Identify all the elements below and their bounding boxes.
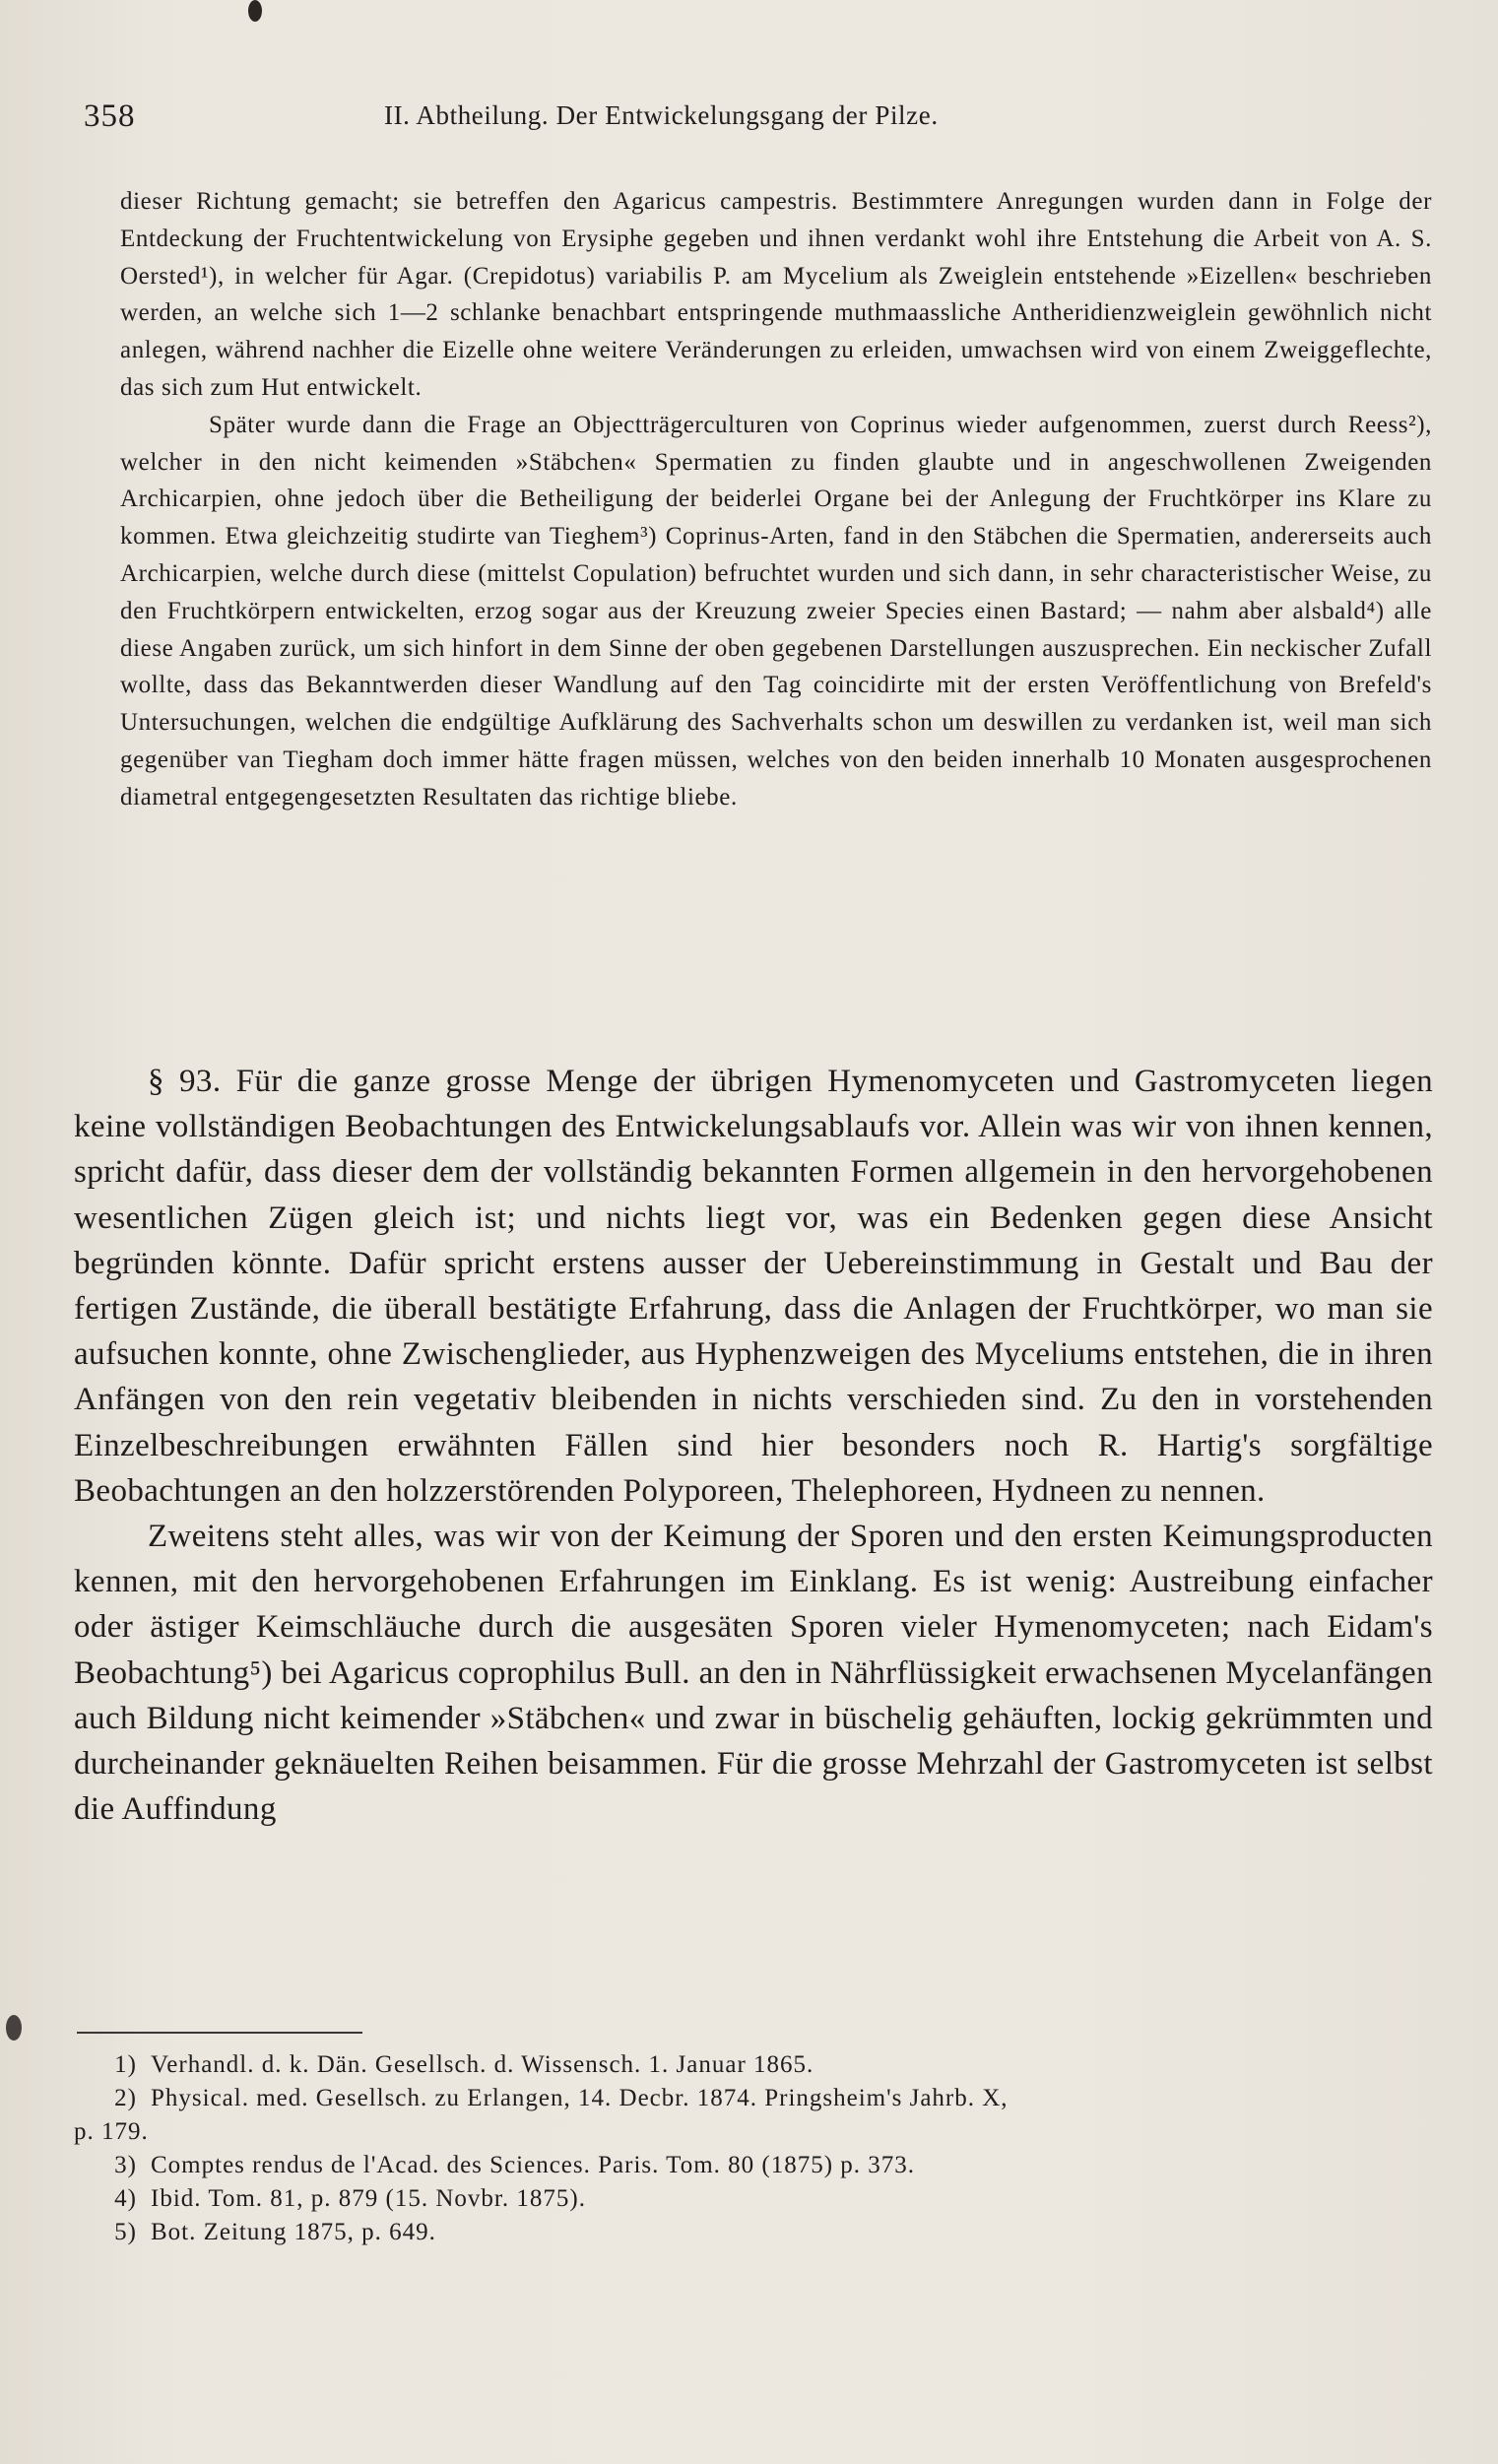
footnote-mark: 1) — [114, 2051, 137, 2078]
page-header — [84, 98, 1443, 138]
footnote-mark: 2) — [114, 2085, 137, 2111]
small-print-section — [120, 183, 1432, 816]
footnote-rule — [77, 2032, 362, 2034]
footnote — [74, 2216, 1354, 2249]
paragraph: Später wurde dann die Frage an Objectträgerculturen von Coprinus wieder aufgenommen, zuerst durch Reess²), welcher in den nicht keimenden »Stäbchen« Spermatien zu finden glaubte und in angeschwollenen Zweigenden Archicarpien, ohne jedoch über die Betheiligung der beiderlei Organe bei der Anlegung der Fruchtkörper ins Klare zu kommen. Etwa gleichzeitig studirte van Tieghem³) Coprinus-Arten, fand in den Stäbchen die Spermatien, andererseits auch Archicarpien, welche durch diese (mittelst Copulation) befruchtet wurden und sich dann, in sehr characteristischer Weise, zu den Fruchtkörpern entwickelten, erzog sogar aus der Kreuzung zweier Species einen Bastard; — nahm aber alsbald⁴) alle diese Angaben zurück, um sich hinfort in dem Sinne der oben gegebenen Darstellungen auszusprechen. Ein neckischer Zufall wollte, dass das Bekanntwerden dieser Wandlung auf den Tag coincidirte mit der ersten Veröffentlichung von Brefeld's Untersuchungen, welchen die endgültige Aufklärung des Sachverhalts schon um deswillen zu verdanken ist, weil man sich gegenüber van Tiegham doch immer hätte fragen müssen, welches von den beiden innerhalb 10 Monaten ausgesprochenen diametral entgegengesetzten Resultaten das richtige bliebe. — [120, 411, 1432, 811]
main-text-section — [74, 1059, 1433, 1832]
page-number: 358 — [84, 98, 136, 134]
footnote-mark: 3) — [114, 2152, 137, 2178]
footnote-mark: 4) — [114, 2185, 137, 2212]
footnote — [74, 2149, 1354, 2182]
footnote-text: Bot. Zeitung 1875, p. 649. — [151, 2219, 436, 2245]
ink-spot — [6, 2015, 22, 2041]
footnote-text: Ibid. Tom. 81, p. 879 (15. Novbr. 1875). — [151, 2185, 586, 2212]
paragraph: dieser Richtung gemacht; sie betreffen den Agaricus campestris. Bestimmtere Anregungen wurden dann in Folge der Entdeckung der Fruchtentwickelung von Erysiphe gegeben und ihnen verdankt wohl ihre Entstehung die Arbeit von A. S. Oersted¹), in welcher für Agar. (Crepidotus) variabilis P. am Mycelium als Zweiglein entstehende »Eizellen« beschrieben werden, an welche sich 1—2 schlanke benachbart entspringende muthmaassliche Antheridienzweiglein gewöhnlich nicht anlegen, während nachher die Eizelle ohne weitere Veränderungen zu erleiden, umwachsen wird von einem Zweiggeflechte, das sich zum Hut entwickelt. — [120, 188, 1432, 401]
running-head: II. Abtheilung. Der Entwickelungsgang der Pilze. — [384, 100, 939, 130]
footnotes — [74, 2048, 1354, 2249]
paragraph-section-93: § 93. Für die ganze grosse Menge der übrigen Hymenomyceten und Gastromyceten liegen keine vollständigen Beobachtungen des Entwickelungsablaufs vor. Allein was wir von ihnen kennen, spricht dafür, dass dieser dem der vollständig bekannten Formen allgemein in den hervorgehobenen wesentlichen Zügen gleich ist; und nichts liegt vor, was ein Bedenken gegen diese Ansicht begründen könnte. Dafür spricht erstens ausser der Uebereinstimmung in Gestalt und Bau der fertigen Zustände, die überall bestätigte Erfahrung, dass die Anlagen der Fruchtkörper, wo man sie aufsuchen konnte, ohne Zwischenglieder, aus Hyphenzweigen des Myceliums entstehen, die in ihren Anfängen von den rein vegetativ bleibenden in nichts verschieden sind. Zu den in vorstehenden Einzelbeschreibungen erwähnten Fällen sind hier besonders noch R. Hartig's sorgfältige Beobachtungen an den holzzerstörenden Polyporeen, Thelephoreen, Hydneen zu nennen. — [74, 1064, 1433, 1509]
footnote-mark: 5) — [114, 2219, 137, 2245]
paragraph: Zweitens steht alles, was wir von der Keimung der Sporen und den ersten Keimungsproducten kennen, mit den hervorgehobenen Erfahrungen im Einklang. Es ist wenig: Austreibung einfacher oder ästiger Keimschläuche durch die ausgesäten Sporen vieler Hymenomyceten; nach Eidam's Beobachtung⁵) bei Agaricus coprophilus Bull. an den in Nährflüssigkeit erwachsenen Mycelanfängen auch Bildung nicht keimender »Stäbchen« und zwar in büschelig gehäuften, lockig gekrümmten und durcheinander geknäuelten Reihen beisammen. Für die grosse Mehrzahl der Gastromyceten ist selbst die Auffindung — [74, 1519, 1433, 1828]
footnote-text: Comptes rendus de l'Acad. des Sciences. Paris. Tom. 80 (1875) p. 373. — [151, 2152, 916, 2178]
footnote-text: Physical. med. Gesellsch. zu Erlangen, 14. Decbr. 1874. Pringsheim's Jahrb. X, — [151, 2085, 1009, 2111]
footnote-text: Verhandl. d. k. Dän. Gesellsch. d. Wissensch. 1. Januar 1865. — [151, 2051, 814, 2078]
ink-spot — [248, 0, 262, 22]
footnote — [74, 2082, 1354, 2149]
footnote — [74, 2182, 1354, 2216]
footnote-continuation: p. 179. — [74, 2118, 149, 2145]
footnote — [74, 2048, 1354, 2082]
